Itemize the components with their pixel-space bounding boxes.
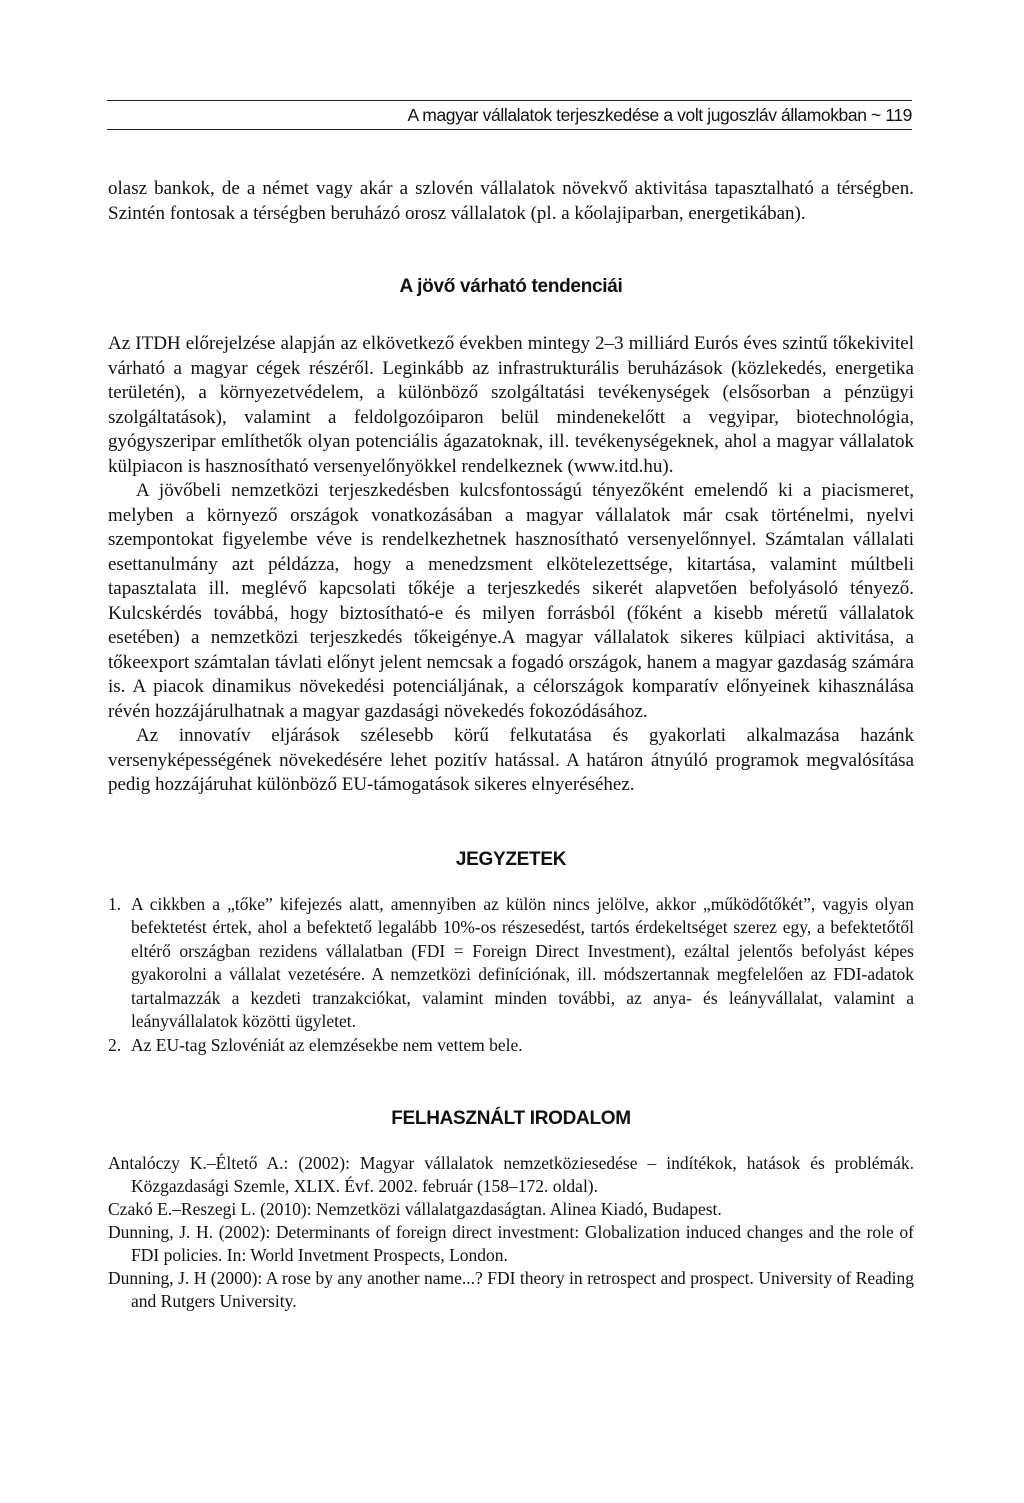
running-header: A magyar vállalatok terjeszkedése a volt jugoszláv államokban ~ 119 xyxy=(107,100,912,130)
reference-item: Antalóczy K.–Éltető A.: (2002): Magyar vállalatok nemzetköziesedése – indítékok, hatások és problémák. Közgazdasági Szemle, XLIX. Évf. 2002. február (158–172. oldal). xyxy=(108,1153,914,1196)
note-number: 1. xyxy=(108,893,122,914)
intro-paragraph: olasz bankok, de a német vagy akár a szlovén vállalatok növekvő aktivitása tapasztalható a térségben. Szintén fontosak a térségben beruházó orosz vállalatok (pl. a kőolajiparban, energetikában). xyxy=(108,178,914,224)
main-content xyxy=(108,177,914,1313)
reference-item: Czakó E.–Reszegi L. (2010): Nemzetközi vállalatgazdaságtan. Alinea Kiadó, Budapest. xyxy=(108,1199,722,1219)
note-text: Az EU-tag Szlovéniát az elemzésekbe nem vettem bele. xyxy=(131,1034,523,1055)
note-text: A cikkben a „tőke” kifejezés alatt, amennyiben az külön nincs jelölve, akkor „működőtőkét”, vagyis olyan befektetést értek, ahol a befektető legalább 10%-os részesedést, tartós érdekeltséget szerez egy, a befektetőtől eltérő országban rezidens vállalatban (FDI = Foreign Direct Investment), ezáltal jelentős befolyást képes gyakorolni a vállalat vezetésére. A nemzetközi definíciónak, ill. módszertannak megfelelően az FDI-adatok tartalmazzák a kezdeti tranzakciókat, valamint minden további, az anya- és leányvállalat, valamint a leányvállalatok közötti ügyletet. xyxy=(131,893,914,1031)
note-item xyxy=(108,1034,914,1058)
references-list xyxy=(108,1152,914,1313)
body-paragraph: Az innovatív eljárások szélesebb körű felkutatása és gyakorlati alkalmazása hazánk versenyképességének növekedésére lehet pozitív hatással. A határon átnyúló programok megvalósítása pedig hozzájáruhat különböző EU-támogatások sikeres elnyeréséhez. xyxy=(108,725,914,795)
note-number: 2. xyxy=(108,1034,122,1055)
body-paragraph: A jövőbeli nemzetközi terjeszkedésben kulcsfontosságú tényezőként emelendő ki a piacismeret, melyben a környező országok vonatkozásában a magyar vállalatok már csak történelmi, nyelvi szempontokat figyelembe véve is rendelkezhetnek hasznosítható versenyelőnnyel. Számtalan vállalati esettanulmány azt példázza, hogy a menedzsment elkötelezettsége, kitartása, valamint múltbeli tapasztalata ill. meglévő kapcsolati tőkéje a terjeszkedés sikerét alapvetően befolyásoló tényező. Kulcskérdés továbbá, hogy biztosítható-e és milyen forrásból (főként a kisebb méretű vállalatok esetében) a nemzetközi terjeszkedés tőkeigénye.A magyar vállalatok sikeres külpiaci aktivitása, a tőkeexport számtalan távlati előnyt jelent nemcsak a fogadó országok, hanem a magyar gazdaság számára is. A piacok dinamikus növekedési potenciáljának, a célországok komparatív előnyeinek kihasználása révén hozzájárulhatnak a magyar gazdasági növekedés fokozódásához. xyxy=(108,480,914,722)
body-paragraph: Az ITDH előrejelzése alapján az elkövetkező években mintegy 2–3 milliárd Eurós éves szintű tőkekivitel várható a magyar cégek részéről. Leginkább az infrastrukturális beruházások (közlekedés, energetika területén), a környezetvédelem, a különböző szolgáltatási tevékenységek (elsősorban a pénzügyi szolgáltatások), valamint a feldolgozóiparon belül mindenekelőtt a vegyipar, biotechnológia, gyógyszeripar említhetők olyan potenciális ágazatoknak, ill. tevékenységeknek, ahol a magyar vállalatok külpiacon is hasznosítható versenyelőnyökkel rendelkeznek (www.itd.hu). xyxy=(108,333,914,477)
section-heading-tendencies: A jövő várható tendenciái xyxy=(399,276,623,297)
notes-list xyxy=(108,893,914,1058)
reference-item: Dunning, J. H. (2002): Determinants of foreign direct investment: Globalization induced changes and the role of FDI policies. In: World Invetment Prospects, London. xyxy=(108,1222,914,1265)
note-item xyxy=(108,893,914,1034)
reference-item: Dunning, J. H (2000): A rose by any another name...? FDI theory in retrospect and prospect. University of Reading and Rutgers University. xyxy=(108,1268,914,1311)
section-heading-references: FELHASZNÁLT IRODALOM xyxy=(391,1108,631,1129)
section-heading-notes: JEGYZETEK xyxy=(455,848,567,870)
